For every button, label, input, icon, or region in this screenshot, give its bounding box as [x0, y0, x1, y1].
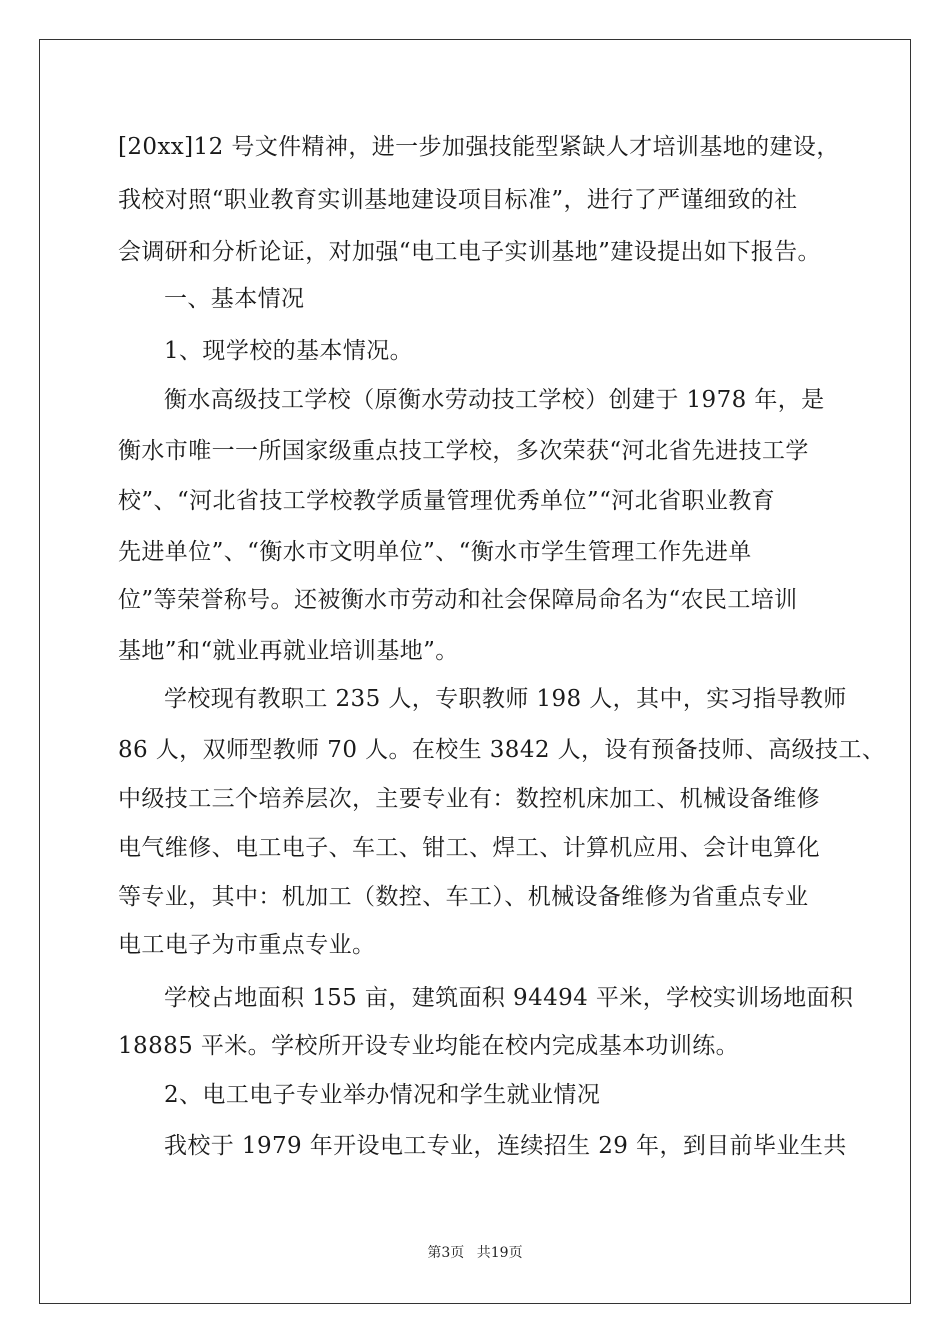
body-line: [20xx]12 号文件精神，进一步加强技能型紧缺人才培训基地的建设，	[118, 134, 840, 160]
current-page-label: 第3页	[427, 1245, 465, 1261]
total-pages-label: 共19页	[476, 1245, 523, 1261]
section-heading: 一、基本情况	[164, 286, 305, 312]
body-line: 学校占地面积 155 亩，建筑面积 94494 平米，学校实训场地面积	[164, 985, 854, 1011]
body-line: 位”等荣誉称号。还被衡水市劳动和社会保障局命名为“农民工培训	[118, 587, 798, 613]
body-line: 电气维修、电工电子、车工、钳工、焊工、计算机应用、会计电算化	[118, 835, 820, 861]
subsection-heading: 2、电工电子专业举办情况和学生就业情况	[164, 1082, 601, 1108]
body-line: 衡水市唯一一所国家级重点技工学校，多次荣获“河北省先进技工学	[118, 438, 809, 464]
body-line: 会调研和分析论证，对加强“电工电子实训基地”建设提出如下报告。	[118, 239, 821, 265]
body-line: 中级技工三个培养层次，主要专业有：数控机床加工、机械设备维修	[118, 786, 820, 812]
body-line: 86 人，双师型教师 70 人。在校生 3842 人，设有预备技师、高级技工、	[118, 737, 886, 763]
page-border	[39, 39, 911, 1304]
body-line: 我校于 1979 年开设电工专业，连续招生 29 年，到目前毕业生共	[164, 1133, 847, 1159]
body-line: 我校对照“职业教育实训基地建设项目标准”，进行了严谨细致的社	[118, 187, 798, 213]
body-line: 先进单位”、“衡水市文明单位”、“衡水市学生管理工作先进单	[118, 539, 752, 565]
page-footer	[0, 1244, 950, 1262]
body-line: 18885 平米。学校所开设专业均能在校内完成基本功训练。	[118, 1033, 740, 1059]
body-line: 基地”和“就业再就业培训基地”。	[118, 638, 459, 664]
body-line: 等专业，其中：机加工（数控、车工）、机械设备维修为省重点专业	[118, 884, 809, 910]
body-line: 电工电子为市重点专业。	[118, 932, 376, 958]
body-line: 学校现有教职工 235 人，专职教师 198 人，其中，实习指导教师	[164, 686, 847, 712]
body-line: 衡水高级技工学校（原衡水劳动技工学校）创建于 1978 年，是	[164, 387, 825, 413]
subsection-heading: 1、现学校的基本情况。	[164, 338, 414, 364]
body-line: 校”、“河北省技工学校教学质量管理优秀单位”“河北省职业教育	[118, 488, 776, 514]
